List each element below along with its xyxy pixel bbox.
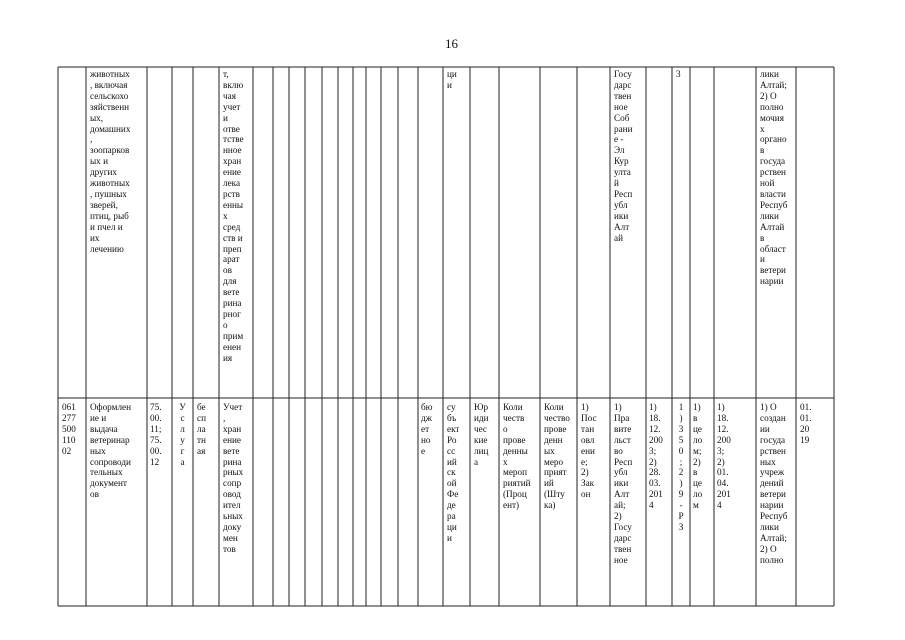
row2-act-date-cell: 1) 18. 12. 200 3; 2) 28. 03. 201 4	[649, 402, 663, 511]
row2-okved-cell: 75. 00. 11; 75. 00. 12	[150, 402, 162, 467]
row1-description-cell: животных , включая сельскохо зяйственн ых, домашних , зоопарков ых и других животных , пушных зверей, птиц, рыб и пчел и их лечению	[90, 69, 131, 254]
row1-act-title-cell: лики Алтай; 2) О полно мочия х органо в госуда рствен ной власти Респуб лики Алтай в област и ветери нарии	[760, 69, 788, 287]
row1-content-cell: т, вклю чая учет и отве тстве нное хран ение лека рств енны х сред ств и преп арат ов для вете рина рног о прим енен ия	[223, 69, 244, 363]
row2-content-cell: Учет , хран ение вете рина рных сопр овод ител ьных доку мен тов	[223, 402, 244, 554]
row2-registry-number-cell: 061 277 500 110 02	[62, 402, 76, 456]
row2-act-effective-date-cell: 1) 18. 12. 200 3; 2) 01. 04. 201 4	[717, 402, 731, 511]
page-number: 16	[445, 36, 458, 51]
row2-level-cell: су бъ ект Ро сс ий ск ой Фе де ра ци и	[447, 402, 460, 543]
row2-act-scope-cell: 1) в це ло м; 2) в це ло м	[693, 402, 703, 511]
row2-type-cell: У с л у г а	[179, 402, 186, 467]
row2-volume-indicator-cell: Коли чество прове денн ых меро прият ий (Шту ка)	[544, 402, 570, 511]
row2-paid-cell: бе сп ла тн ая	[197, 402, 206, 456]
row1-level-cell: ци и	[447, 69, 457, 90]
row2-inclusion-date-cell: 01. 01. 20 19	[800, 402, 812, 445]
row2-budget-cell: бю дж ет но е	[421, 402, 433, 456]
row2-service-name-cell: Оформлен ие и выдача ветеринар ных сопроводи тельных документ ов	[90, 402, 132, 500]
row1-act-issuer-cell: Госу дарс твен ное Соб рани е - Эл Кур ултa й Респ убл ики Алт ай	[614, 69, 633, 243]
row2-act-number-cell: 1 ) 3 5 0 ; 2 ) 9 - Р З	[678, 402, 684, 532]
row2-act-issuer-cell: 1) Пра вите льст во Респ убл ики Алт ай; 2) Госу дарс твен ное	[614, 402, 633, 565]
row2-consumers-cell: Юр иди чес кие лиц а	[474, 402, 489, 467]
row2-act-title-cell: 1) О создан ии госуда рствен ных учреж дений ветери нарии Респуб лики Алтай; 2) О полно	[760, 402, 788, 565]
row1-act-number-cell: 3	[676, 69, 681, 79]
row2-act-type-cell: 1) Пос тан овл ени е; 2) Зак он	[581, 402, 597, 500]
row2-quality-indicator-cell: Коли честв о прове денны х мероп риятий (Проц ент)	[503, 402, 531, 511]
